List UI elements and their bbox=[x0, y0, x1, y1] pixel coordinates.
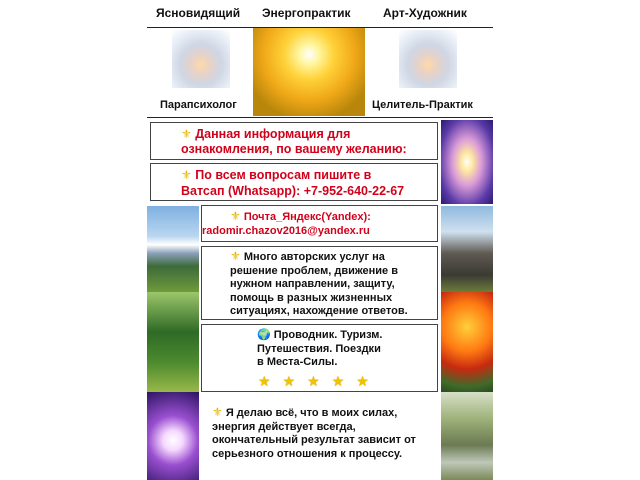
star-icon: ★ bbox=[282, 373, 296, 389]
fleur-icon: ⚜ bbox=[181, 168, 192, 182]
light-figure-image bbox=[441, 120, 493, 204]
services-line-3: нужном направлении, защиту, bbox=[230, 278, 395, 290]
forest-stream-image bbox=[441, 392, 493, 480]
star-icon: ★ bbox=[331, 373, 345, 389]
title-clairvoyant: Ясновидящий bbox=[156, 6, 241, 20]
star-icon: ★ bbox=[258, 373, 271, 389]
info-text: Данная информация для ознакомления, по вашему желанию: bbox=[181, 127, 407, 156]
angel-image-right bbox=[399, 30, 457, 88]
autumn-tree-image bbox=[441, 292, 493, 392]
sun-field-image bbox=[253, 28, 365, 116]
final-line-2: энергия действует всегда, bbox=[212, 420, 356, 433]
forest-image bbox=[147, 292, 199, 392]
star-rating bbox=[252, 373, 375, 391]
star-icon: ★ bbox=[356, 373, 369, 389]
rock-tree-image bbox=[441, 206, 493, 292]
services-line-2: решение проблем, движение в bbox=[230, 264, 398, 277]
star-icon: ★ bbox=[307, 373, 320, 389]
subtitle-healer-practitioner: Целитель-Практик bbox=[372, 99, 473, 111]
services-line-5: ситуациях, нахождение ответов. bbox=[230, 305, 408, 317]
guide-line-3: в Места-Силы. bbox=[257, 356, 338, 368]
guide-line-1: Проводник. Туризм. bbox=[273, 329, 383, 341]
mail-block bbox=[201, 205, 438, 242]
mail-address-link[interactable]: radomir.chazov2016@yandex.ru bbox=[202, 225, 370, 237]
final-line-3: окончательный результат зависит от bbox=[212, 434, 416, 446]
whatsapp-line-2: Ватсап (Whatsapp): +7-952-640-22-67 bbox=[181, 184, 405, 198]
light-hands-image bbox=[147, 392, 199, 480]
final-line-1: Я делаю всё, что в моих силах, bbox=[225, 407, 398, 419]
fleur-icon: ⚜ bbox=[212, 405, 223, 419]
header-bottom-divider bbox=[147, 117, 493, 118]
fleur-icon: ⚜ bbox=[181, 127, 192, 141]
final-line-4: серьезного отношения к процессу. bbox=[212, 447, 403, 460]
subtitle-parapsychologist: Парапсихолог bbox=[160, 99, 237, 111]
guide-line-2: Путешествия. Поездки bbox=[257, 342, 381, 355]
services-block bbox=[201, 246, 438, 320]
fleur-icon: ⚜ bbox=[230, 249, 241, 263]
mail-label: Почта_Яндекс(Yandex): bbox=[243, 211, 371, 223]
guide-block bbox=[201, 324, 438, 392]
mountain-lake-image bbox=[147, 206, 199, 292]
angel-image-left bbox=[172, 30, 230, 88]
final-note bbox=[212, 406, 416, 461]
services-line-1: Много авторских услуг на bbox=[243, 251, 385, 263]
services-line-4: помощь в разных жизненных bbox=[230, 291, 393, 304]
info-block bbox=[150, 122, 438, 160]
whatsapp-block bbox=[150, 163, 438, 201]
title-energy-practitioner: Энергопрактик bbox=[262, 6, 351, 20]
whatsapp-line-1: По всем вопросам пишите в bbox=[195, 168, 372, 182]
fleur-icon: ⚜ bbox=[230, 209, 241, 223]
globe-icon: 🌍 bbox=[257, 329, 271, 341]
title-art-artist: Арт-Художник bbox=[383, 6, 467, 20]
